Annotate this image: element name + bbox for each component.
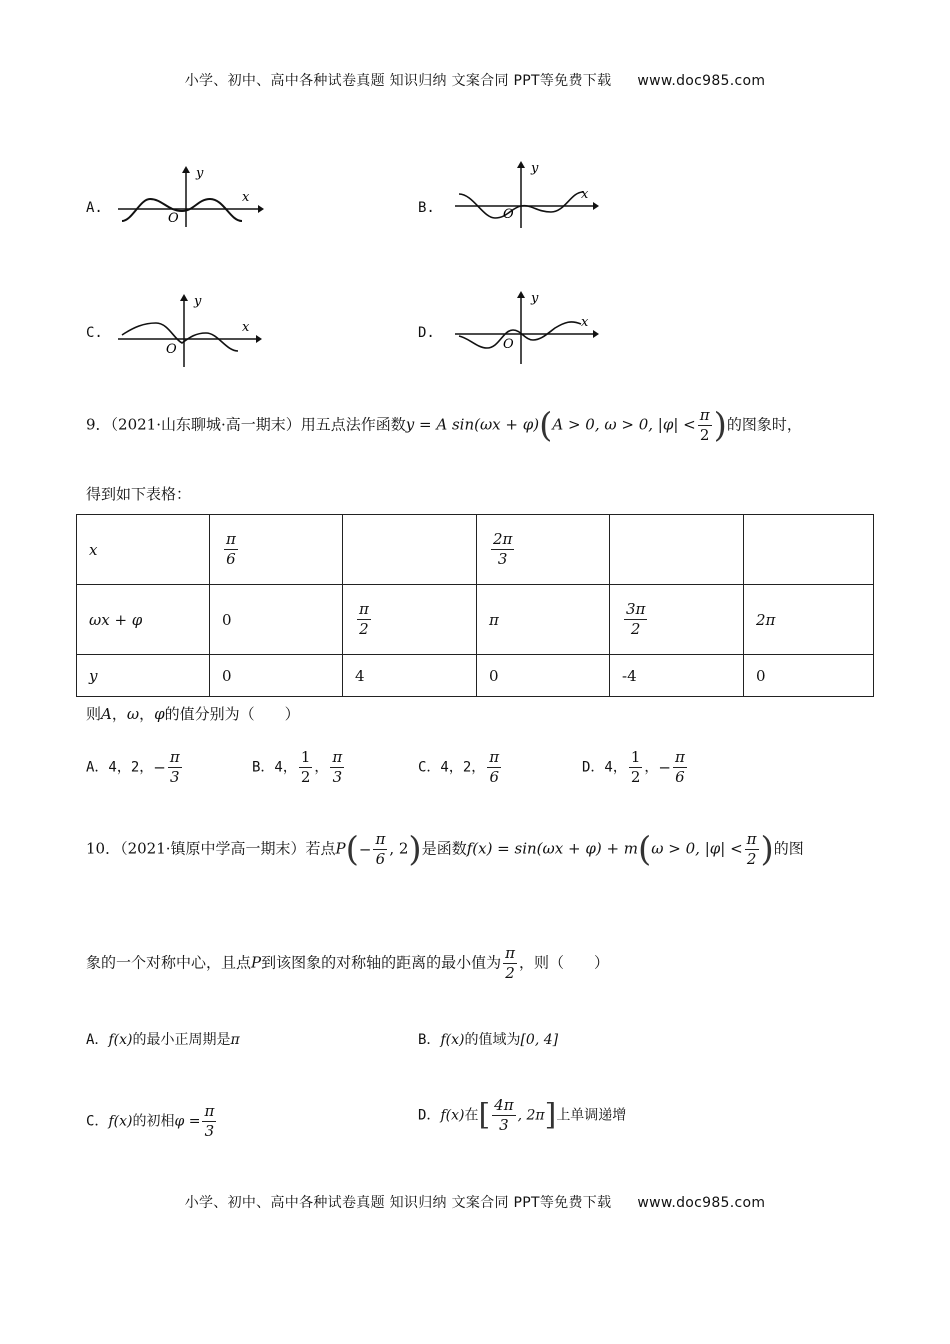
- q8-option-c-label: C.: [86, 325, 103, 341]
- svg-text:O: O: [503, 337, 514, 352]
- table-cell: 4: [343, 655, 477, 697]
- q8-option-a-label: A.: [86, 200, 103, 216]
- q9-func: y = A sin(ωx + φ): [405, 415, 540, 434]
- svg-text:x: x: [581, 187, 589, 202]
- table-cell: $\frac{3\pi}{2}$: [610, 585, 744, 655]
- q9-suffix: 的图象时，: [726, 415, 802, 434]
- q8-graph-b: [455, 160, 600, 234]
- table-cell: $\frac{\pi}{6}$: [210, 515, 343, 585]
- page-footer: [0, 1192, 950, 1212]
- table-row-phase: [77, 585, 874, 655]
- q10-stem: 10．（2021·镇原中学高一期末）若点P(− $\frac{\pi}{6}$ , 2)是函数f(x) = sin(ωx + φ) + m(ω > 0, |φ| < $\frac{\pi}{2}$ )的图: [86, 829, 804, 870]
- q10-option-d[interactable]: D．f(x)在[ $\frac{4\pi}{3}$ , 2π]上单调递增: [418, 1096, 627, 1134]
- q8-option-b-label: B.: [418, 200, 435, 216]
- table-row-y: [77, 655, 874, 697]
- table-cell: $\frac{\pi}{2}$: [343, 585, 477, 655]
- table-cell: [744, 515, 874, 585]
- q9-table: [76, 514, 874, 697]
- table-row-label: y: [77, 655, 210, 697]
- svg-text:O: O: [166, 342, 177, 357]
- svg-text:y: y: [194, 294, 202, 309]
- header-text: 小学、初中、高中各种试卷真题 知识归纳 文案合同 PPT等免费下载: [184, 73, 612, 89]
- q8-graph-c: [118, 293, 263, 372]
- footer-site[interactable]: www.doc985.com: [637, 1195, 766, 1211]
- q9-question: 则A，ω，φ的值分别为（ ）: [86, 705, 300, 723]
- table-cell: 0: [210, 585, 343, 655]
- svg-text:y: y: [196, 166, 204, 181]
- table-cell: 0: [210, 655, 343, 697]
- svg-text:y: y: [531, 161, 539, 176]
- q10-line2: 象的一个对称中心，且点P到该图象的对称轴的距离的最小值为 $\frac{\pi}{2}$ ，则（ ）: [86, 944, 609, 982]
- q10-option-c[interactable]: C．f(x)的初相φ = $\frac{\pi}{3}$: [86, 1102, 215, 1140]
- table-cell: [343, 515, 477, 585]
- q9-lparen: (: [539, 405, 553, 446]
- svg-text:x: x: [242, 190, 250, 205]
- footer-text: 小学、初中、高中各种试卷真题 知识归纳 文案合同 PPT等免费下载: [184, 1195, 612, 1211]
- q9-option-c[interactable]: C．4，2， $\frac{\pi}{6}$: [418, 748, 500, 786]
- header-site[interactable]: www.doc985.com: [637, 73, 766, 89]
- svg-text:x: x: [581, 315, 589, 330]
- svg-text:O: O: [503, 207, 514, 222]
- table-cell: [610, 515, 744, 585]
- svg-text:x: x: [242, 320, 250, 335]
- table-cell: 0: [477, 655, 610, 697]
- table-row-label: x: [77, 515, 210, 585]
- table-row-label: ωx + φ: [77, 585, 210, 655]
- q9-option-b[interactable]: B．4， $\frac{1}{2}$ ， $\frac{\pi}{3}$: [252, 748, 343, 786]
- q8-option-d-label: D.: [418, 325, 435, 341]
- table-row-x: [77, 515, 874, 585]
- q9-line2: 得到如下表格：: [86, 485, 192, 503]
- table-cell: -4: [610, 655, 744, 697]
- q9-option-a[interactable]: A．4，2，− $\frac{\pi}{3}$: [86, 748, 180, 786]
- q9-stem: [86, 406, 802, 445]
- q9-cond-frac: $\frac{\pi}{2}$: [699, 406, 710, 444]
- q9-option-d[interactable]: D．4， $\frac{1}{2}$ ，− $\frac{\pi}{6}$: [582, 748, 685, 786]
- table-cell: $\frac{2\pi}{3}$: [477, 515, 610, 585]
- q8-graph-a: [118, 165, 263, 234]
- q10-option-b[interactable]: B．f(x)的值域为[0, 4]: [418, 1032, 559, 1048]
- table-cell: π: [477, 585, 610, 655]
- q9-cond: A > 0, ω > 0, |φ| <: [552, 415, 696, 434]
- q9-rparen: ): [713, 405, 727, 446]
- svg-text:O: O: [168, 211, 179, 226]
- q10-option-a[interactable]: A．f(x)的最小正周期是π: [86, 1032, 240, 1048]
- page-header: [0, 70, 950, 90]
- q8-graph-d: [455, 290, 600, 369]
- table-cell: 2π: [744, 585, 874, 655]
- table-cell: 0: [744, 655, 874, 697]
- svg-text:y: y: [531, 291, 539, 306]
- q9-prefix: 9．（2021·山东聊城·高一期末）用五点法作函数: [86, 415, 406, 434]
